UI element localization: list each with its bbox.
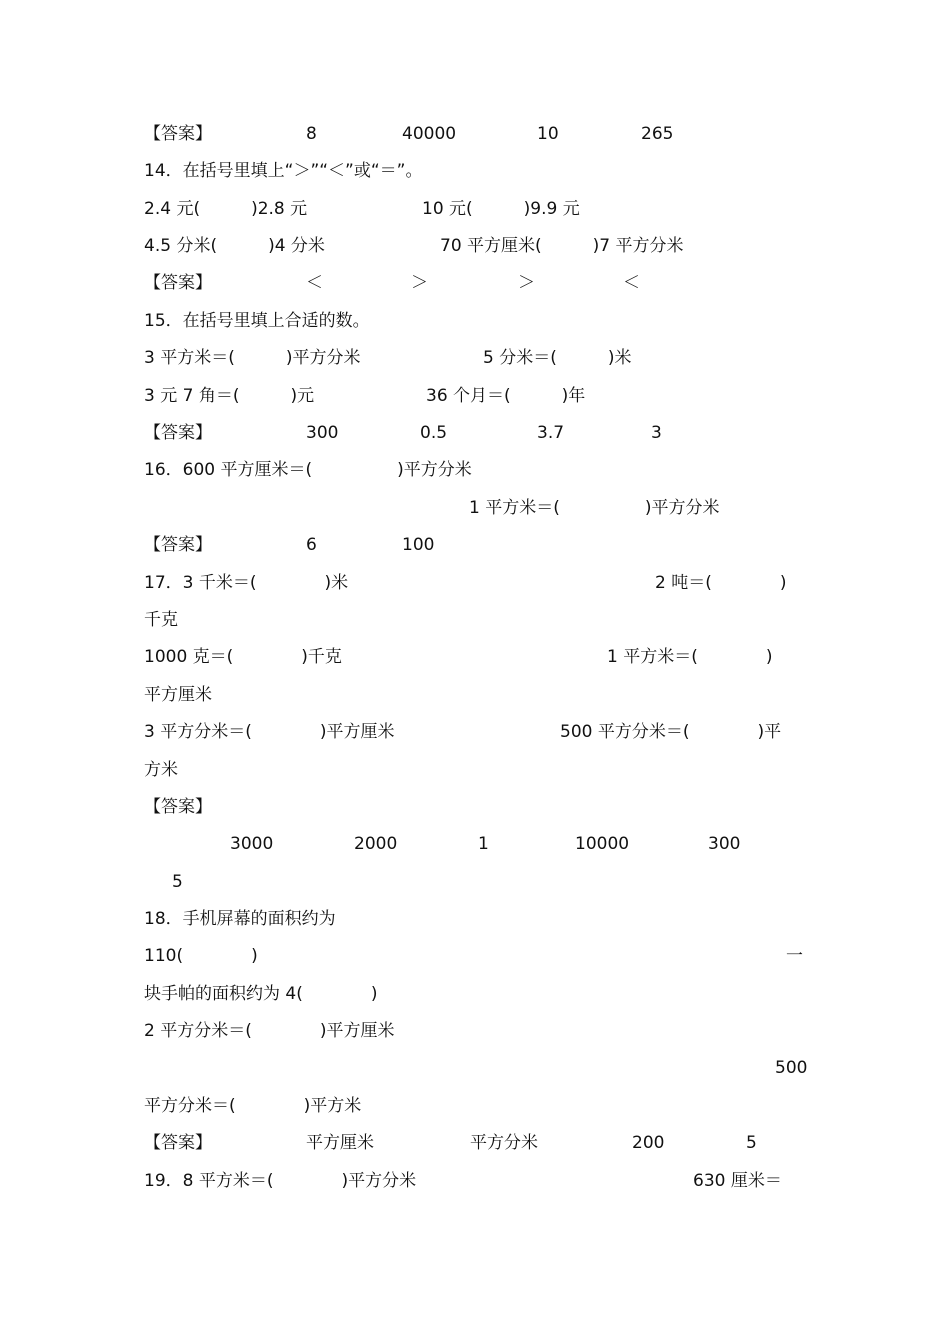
answer-label: 【答案】 <box>144 1133 212 1153</box>
question-item: 4.5 分米( )4 分米 <box>144 236 325 256</box>
answer-value: 200 <box>632 1133 665 1153</box>
question-title: 14．在括号里填上“＞”“＜”或“＝”。 <box>144 161 423 181</box>
question-item: 2 平方分米＝( )平方厘米 <box>144 1021 395 1041</box>
question-item: 500 <box>775 1058 808 1078</box>
question-item: 1000 克＝( )千克 <box>144 647 342 667</box>
answer-label: 【答案】 <box>144 535 212 555</box>
question-item: 500 平方分米＝( )平 <box>560 722 782 742</box>
question-item: 2.4 元( )2.8 元 <box>144 199 308 219</box>
question-item: 千克 <box>144 610 178 630</box>
question-item: 3 平方米＝( )平方分米 <box>144 348 361 368</box>
answer-label: 【答案】 <box>144 797 212 817</box>
answer-value: ＜ <box>623 273 640 293</box>
answer-value: 5 <box>746 1133 757 1153</box>
question-item: 3 平方分米＝( )平方厘米 <box>144 722 395 742</box>
answer-value: ＜ <box>306 273 323 293</box>
answer-value: ＞ <box>411 273 428 293</box>
answer-value: 8 <box>306 124 317 144</box>
question-item: 1 平方米＝( )平方分米 <box>469 498 720 518</box>
question-item: 平方分米＝( )平方米 <box>144 1096 362 1116</box>
answer-value: 300 <box>306 423 339 443</box>
question-item: 630 厘米＝ <box>693 1171 782 1191</box>
question-item: 1 平方米＝( ) <box>607 647 773 667</box>
answer-value: 265 <box>641 124 674 144</box>
answer-value: 3.7 <box>537 423 565 443</box>
answer-value: 300 <box>708 834 741 854</box>
question-item: 18．手机屏幕的面积约为 <box>144 909 336 929</box>
answer-value: 平方厘米 <box>306 1133 374 1153</box>
question-item: 70 平方厘米( )7 平方分米 <box>440 236 684 256</box>
answer-value: ＞ <box>518 273 535 293</box>
question-item: 块手帕的面积约为 4( ) <box>144 984 378 1004</box>
question-title: 15．在括号里填上合适的数。 <box>144 311 370 331</box>
answer-value: 2000 <box>354 834 398 854</box>
answer-value: 100 <box>402 535 435 555</box>
answer-label: 【答案】 <box>144 124 212 144</box>
answer-value: 10000 <box>575 834 630 854</box>
question-item: 5 分米＝( )米 <box>483 348 632 368</box>
answer-value: 3000 <box>230 834 274 854</box>
question-item: 19．8 平方米＝( )平方分米 <box>144 1171 417 1191</box>
answer-value: 10 <box>537 124 559 144</box>
question-item: 平方厘米 <box>144 685 212 705</box>
question-item: 110( ) <box>144 946 258 966</box>
answer-value: 5 <box>172 872 183 892</box>
answer-value: 0.5 <box>420 423 448 443</box>
question-item: 36 个月＝( )年 <box>426 386 586 406</box>
answer-value: 平方分米 <box>470 1133 538 1153</box>
question-item: 3 元 7 角＝( )元 <box>144 386 315 406</box>
question-item: 16．600 平方厘米＝( )平方分米 <box>144 460 472 480</box>
answer-label: 【答案】 <box>144 273 212 293</box>
question-item: 10 元( )9.9 元 <box>422 199 580 219</box>
question-item: 2 吨＝( ) <box>655 573 787 593</box>
answer-value: 6 <box>306 535 317 555</box>
question-item: 方米 <box>144 760 178 780</box>
answer-value: 1 <box>478 834 489 854</box>
answer-label: 【答案】 <box>144 423 212 443</box>
answer-value: 3 <box>651 423 662 443</box>
answer-value: 40000 <box>402 124 457 144</box>
question-item: 一 <box>786 946 803 966</box>
question-item: 17．3 千米＝( )米 <box>144 573 349 593</box>
